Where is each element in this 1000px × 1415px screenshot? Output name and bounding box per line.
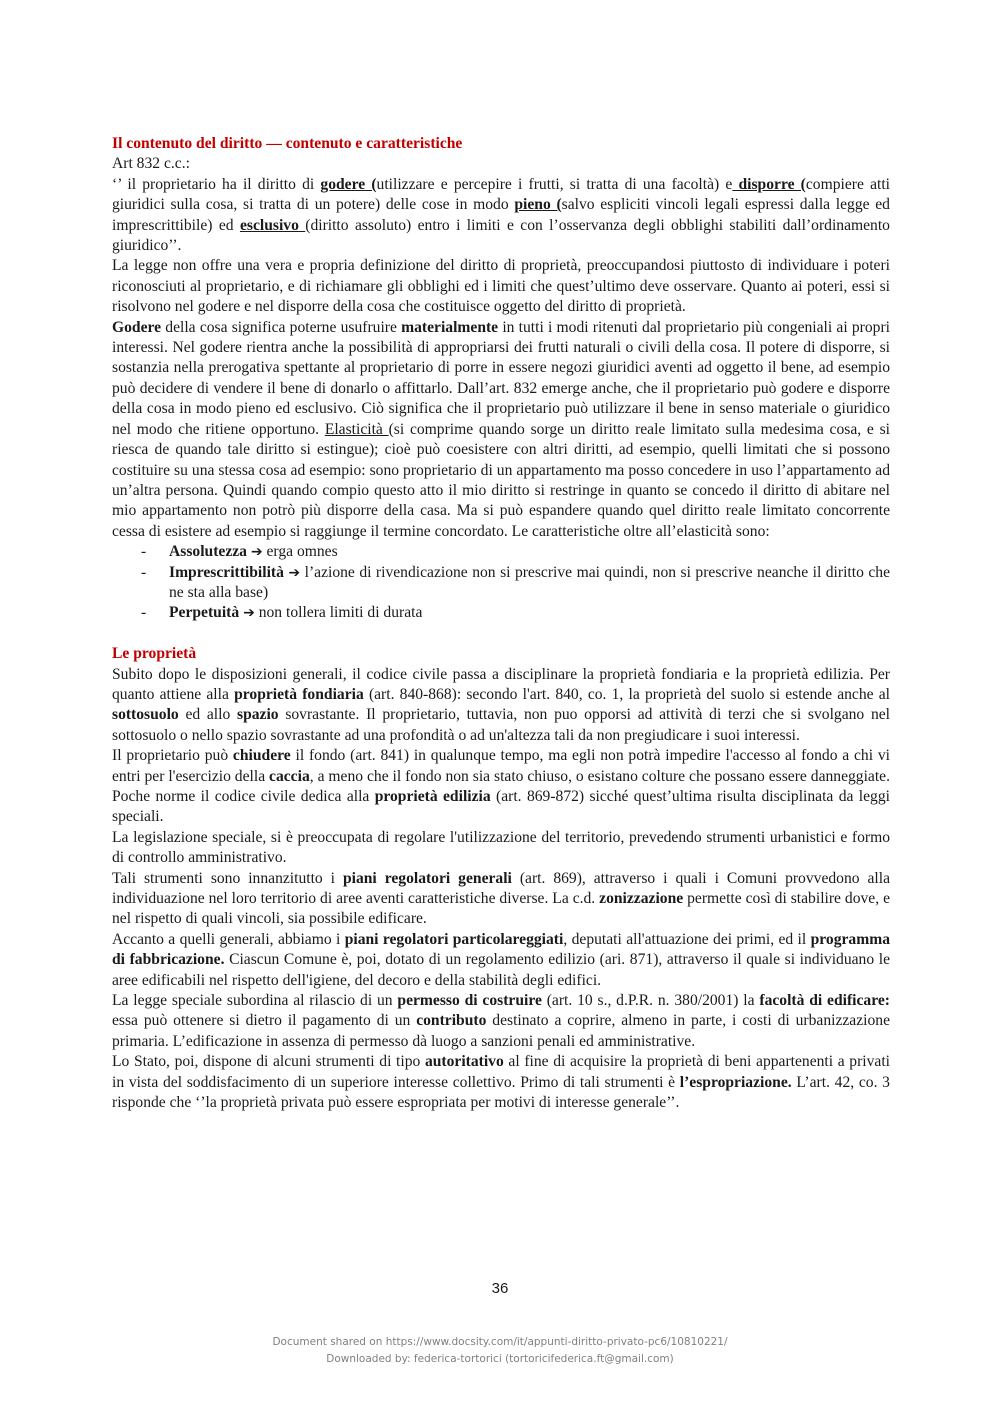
list-dash: - [141,604,147,622]
list-text: non tollera limiti di durata [254,604,423,622]
paragraph: La legge non offre una vera e propria definizione del diritto di proprietà, preoccupandosi piuttosto di individuare i poteri riconosciuti al proprietario, e di richiamare gli obblighi ed i limiti che quest’ultimo deve osservare. Quanto ai poteri, essi si risolvono nel godere e nel disporre della cosa che costituisce oggetto del diritto di proprietà. [112,257,890,316]
paragraph-text: (art. 10 s., d.P.R. n. 380/2001) la [541,992,760,1010]
paragraph-text: , deputati all'attuazione dei primi, ed il [563,930,811,948]
arrow-right-icon: ➔ [250,544,263,561]
bold-term: chiudere [232,747,291,765]
list-item [112,542,890,562]
paragraph-text: Ciascun Comune è, poi, dotato di un regolamento edilizio (ari. 871), attraverso il quale si individuano le aree edificabili nel rispetto dell'igiene, del decoro e della stabilità degli edifici. [112,951,890,989]
paragraph [112,318,890,542]
page-number: 36 [491,1280,509,1297]
bold-term: caccia [269,767,310,785]
bold-term: Imprescrittibilità [169,563,284,581]
quote-text: ‘’ il proprietario ha il diritto di [112,175,321,193]
quote-text: utilizzare e percepire i frutti, si tratta di una facoltà) e [376,175,733,193]
bold-term: zonizzazione [599,890,684,908]
paragraph-text: Il proprietario può [112,747,233,765]
spacer [112,624,890,644]
list-text: erga omnes [262,543,338,561]
bold-term: autoritativo [424,1053,504,1071]
article-quote [112,175,890,257]
footer-shared-link[interactable]: Document shared on https://www.docsity.com/it/appunti-diritto-privato-pc6/10810221/ [272,1336,728,1348]
list-item [112,563,890,604]
underlined-term: Elasticità [324,420,389,438]
paragraph-text: L’art. 42, co. 3 risponde che ‘’la proprietà privata può essere espropriata per motivi di interesse generale’’. [112,1073,890,1112]
bold-term: Perpetuità [169,604,240,622]
paragraph-text: (art. 840-868): secondo l'art. 840, co. 1, la proprietà del suolo si estende anche al [363,685,891,703]
paragraph-text: Accanto a quelli generali, abbiamo i [112,930,345,948]
paragraph [112,665,890,747]
paragraph-text: essa può ottenere si dietro il pagamento di un [112,1012,417,1030]
paragraph-text: destinato a coprire, almeno in parte, i costi di urbanizzazione primaria. L’edificazione in assenza di permesso dà luogo a sanzioni penali ed amministrative. [112,1012,890,1050]
bold-term: sottosuolo [112,706,179,724]
bold-term: piani regolatori generali [342,869,512,887]
bold-term: l’espropriazione. [679,1073,792,1091]
term-esclusivo: esclusivo [239,216,306,234]
paragraph-text: (art. 869), attraverso i quali i Comuni provvedono alla individuazione nel loro territorio di aree aventi caratteristiche diverse. La c.d. [112,869,891,908]
paragraph-text: La legge speciale subordina al rilascio di un [112,992,398,1010]
paragraph-text: della cosa significa poterne usufruire [161,318,402,336]
list-dash: - [141,543,147,561]
bold-term: Assolutezza [169,543,247,561]
quote-text: compiere atti giuridici sulla cosa, si tratta di un potere) delle cose in modo [112,175,891,214]
term-godere: godere ( [320,175,377,193]
arrow-right-icon: ➔ [288,564,301,581]
paragraph-text: ed allo [178,706,237,724]
bold-term: materialmente [401,318,499,336]
footer-downloaded-by: Downloaded by: federica-tortorici (tortoricifederica.ft@gmail.com) [326,1353,674,1365]
bold-term: facoltà di edificare: [759,992,890,1010]
term-pieno: pieno ( [514,196,562,214]
paragraph-text: , a meno che il fondo non sia stato chiuso, o esistano colture che possano essere danneggiate. Poche norme il codice civile dedica alla [112,767,891,805]
paragraph-text: al fine di acquisire la proprietà di beni appartenenti a privati in vista del soddisfacimento di un superiore interesse collettivo. Primo di tali strumenti è [112,1053,891,1091]
paragraph-text: Subito dopo le disposizioni generali, il codice civile passa a disciplinare la proprietà fondiaria e la proprietà edilizia. Per quanto attiene alla [112,665,890,703]
characteristics-list [112,542,890,624]
term-disporre: disporre ( [732,175,806,193]
paragraph-text: in tutti i modi ritenuti dal proprietario più congeniali ai propri interessi. Nel godere rientra anche la possibilità di appropriarsi dei frutti naturali o civili della cosa. Il potere di disporre, si sostanzia nella prerogativa spettante al proprietario di porre in essere negozi giuridici aventi ad oggetto il bene, ad esempio può decidere di vendere il bene di donarlo o affittarlo. Dall’art. 832 emerge anche, che il proprietario può godere e disporre della cosa in modo pieno ed esclusivo. Ciò significa che il proprietario può utilizzare il bene in senso materiale o giuridico nel modo che ritiene opportuno. [112,318,890,438]
list-text: l’azione di rivendicazione non si prescrive mai quindi, non si prescrive neanche il diritto che ne sta alla base) [169,563,890,601]
paragraph-text: Lo Stato, poi, dispone di alcuni strumenti di tipo [112,1053,425,1071]
bold-term: piani regolatori particolareggiati [344,930,564,948]
paragraph-text: permette così di stabilire dove, e nel rispetto di quali vincoli, sia possibile edificare. [112,890,890,928]
paragraph [112,991,890,1052]
bold-term: spazio [237,706,279,724]
paragraph [112,930,890,991]
bold-term: Godere [112,318,162,336]
bold-term: programma di fabbricazione. [112,930,890,969]
section-heading: Il contenuto del diritto — contenuto e caratteristiche [112,135,463,152]
paragraph-text: (si comprime quando sorge un diritto reale limitato sulla medesima cosa, e si riesca de quando tale diritto si estingue); cioè può coesistere con altri diritti, ad esempio, quelli limitati che si possono costituire su una stessa cosa ad esempio: sono proprietario di un appartamento ma posso concedere in uso l’appartamento ad un’altra persona. Quindi quando compio questo atto il mio diritto si restringe in quanto se concedo il diritto di abitare nel mio appartamento non potrò più disporre della casa. Ma si può espandere quando quel diritto reale limitato concorrente cessa di esistere ad esempio si raggiunge il termine concordato. Le caratteristiche oltre all’elasticità sono: [112,420,890,540]
paragraph-text: (art. 869-872) sicché quest’ultima risulta disciplinata da leggi speciali. [112,787,890,826]
paragraph-text: Tali strumenti sono innanzitutto i [112,869,343,887]
paragraph-text: sovrastante. Il proprietario, tuttavia, non puo opporsi ad attività di terzi che si svolgano nel sottosuolo o nello spazio sovrastante ad una profondità o ad un'altezza tali da non pregiudicare i suoi interessi. [112,706,891,744]
paragraph-text: il fondo (art. 841) in qualunque tempo, ma egli non potrà impedire l'accesso al fondo a chi vi entri per l'esercizio della [112,747,890,785]
list-dash: - [141,563,147,581]
bold-term: proprietà edilizia [374,787,491,805]
bold-term: proprietà fondiaria [234,685,364,703]
paragraph [112,869,890,930]
quote-text: salvo espliciti vincoli legali espressi dalla legge ed imprescrittibile) ed [112,196,890,234]
paragraph: La legislazione speciale, si è preoccupata di regolare l'utilizzazione del territorio, prevedendo strumenti urbanistici e formo di controllo amministrativo. [112,828,890,867]
document-page [112,134,890,1113]
quote-text: (diritto assoluto) entro i limiti e con l’osservanza degli obblighi stabiliti dall’ordinamento giuridico’’. [112,216,890,255]
article-reference: Art 832 c.c.: [112,155,190,173]
list-item [112,603,890,623]
bold-term: contributo [416,1012,487,1030]
bold-term: permesso di costruire [397,992,542,1010]
paragraph [112,746,890,828]
paragraph [112,1052,890,1113]
arrow-right-icon: ➔ [243,605,255,622]
section-heading: Le proprietà [112,645,197,663]
